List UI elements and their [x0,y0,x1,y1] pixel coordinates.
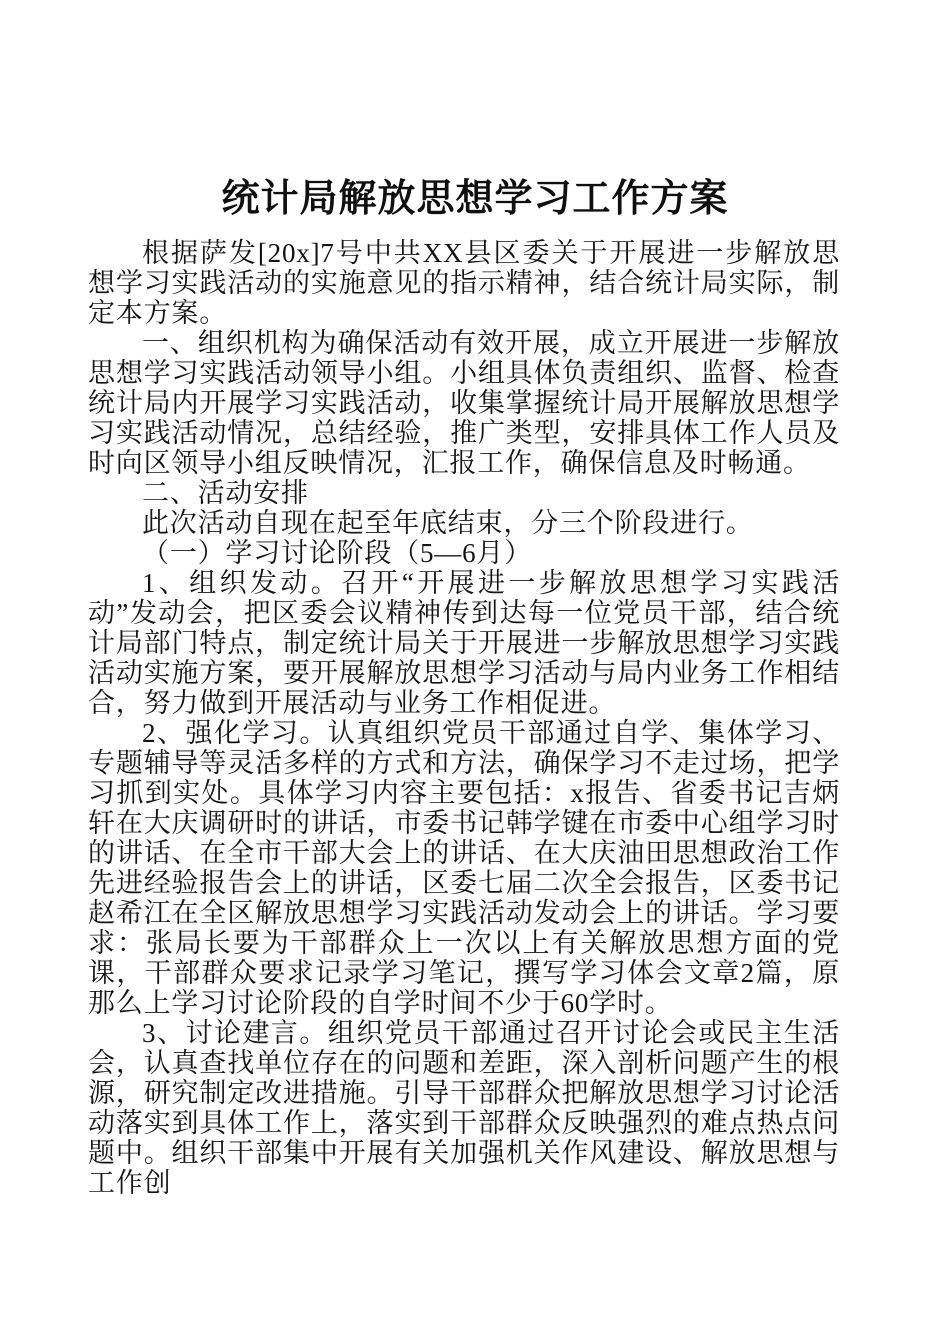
item-2-strengthen-learning-paragraph: 2、强化学习。认真组织党员干部通过自学、集体学习、专题辅导等灵活多样的方式和方法，确保学习不走过场，把学习抓到实处。具体学习内容主要包括：x报告、省委书记吉炳轩在大庆调研时的讲话，市委书记韩学键在市委中心组学习时的讲话、在全市干部大会上的讲话、在大庆油田思想政治工作先进经验报告会上的讲话，区委七届二次全会报告，区委书记赵希江在全区解放思想学习实践活动发动会上的讲话。学习要求：张局长要为干部群众上一次以上有关解放思想方面的党课，干部群众要求记录学习笔记，撰写学习体会文章2篇，原那么上学习讨论阶段的自学时间不少于60学时。 [88,718,840,1018]
section-1-organization-paragraph: 一、组织机构为确保活动有效开展，成立开展进一步解放思想学习实践活动领导小组。小组具体负责组织、监督、检查统计局内开展学习实践活动，收集掌握统计局开展解放思想学习实践活动情况，总结经验，推广类型，安排具体工作人员及时向区领导小组反映情况，汇报工作，确保信息及时畅通。 [88,328,840,478]
document-title: 统计局解放思想学习工作方案 [221,178,729,220]
section-2-heading: 二、活动安排 [142,478,309,508]
activity-duration-paragraph: 此次活动自现在起至年底结束，分三个阶段进行。 [142,508,754,538]
document-body [88,238,840,1198]
intro-paragraph: 根据萨发[20x]7号中共XX县区委关于开展进一步解放思想学习实践活动的实施意见的指示精神，结合统计局实际，制定本方案。 [88,238,840,328]
stage-1-heading: （一）学习讨论阶段（5—6月） [142,538,532,568]
item-3-discussion-paragraph: 3、讨论建言。组织党员干部通过召开讨论会或民主生活会，认真查找单位存在的问题和差距，深入剖析问题产生的根源，研究制定改进措施。引导干部群众把解放思想学习讨论活动落实到具体工作上，落实到干部群众反映强烈的难点热点问题中。组织干部集中开展有关加强机关作风建设、解放思想与工作创 [88,1018,840,1198]
item-1-mobilization-paragraph: 1、组织发动。召开“开展进一步解放思想学习实践活动”发动会，把区委会议精神传到达每一位党员干部，结合统计局部门特点，制定统计局关于开展进一步解放思想学习实践活动实施方案，要开展解放思想学习活动与局内业务工作相结合，努力做到开展活动与业务工作相促进。 [88,568,840,718]
